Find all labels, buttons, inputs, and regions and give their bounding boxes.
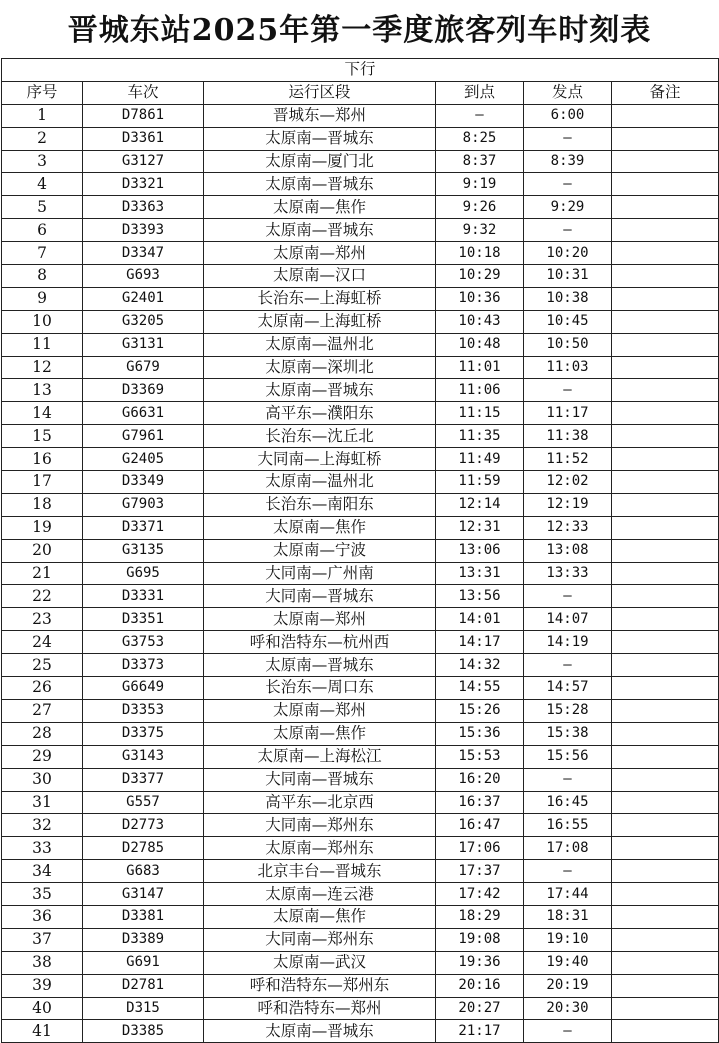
seq-cell: 34 (2, 860, 83, 883)
route-cell: 太原南—上海虹桥 (204, 310, 436, 333)
route-cell: 高平东—北京西 (204, 791, 436, 814)
train-cell: G3205 (83, 310, 204, 333)
arrive-cell: 14:01 (436, 608, 524, 631)
column-header-train: 车次 (83, 81, 204, 104)
depart-cell: 9:29 (524, 196, 612, 219)
seq-cell: 10 (2, 310, 83, 333)
note-cell (612, 951, 719, 974)
note-cell (612, 104, 719, 127)
table-row (2, 219, 719, 242)
depart-cell: 14:57 (524, 677, 612, 700)
seq-cell: 21 (2, 562, 83, 585)
train-cell: D3351 (83, 608, 204, 631)
depart-cell: — (524, 127, 612, 150)
route-cell: 太原南—郑州东 (204, 837, 436, 860)
arrive-cell: 8:37 (436, 150, 524, 173)
note-cell (612, 1020, 719, 1043)
train-cell: D3347 (83, 242, 204, 265)
arrive-cell: 13:06 (436, 539, 524, 562)
route-cell: 太原南—焦作 (204, 905, 436, 928)
depart-cell: 11:38 (524, 425, 612, 448)
note-cell (612, 905, 719, 928)
table-row (2, 265, 719, 288)
arrive-cell: 12:31 (436, 516, 524, 539)
table-row (2, 493, 719, 516)
table-row (2, 608, 719, 631)
page-title: 晋城东站2025年第一季度旅客列车时刻表 (67, 13, 652, 48)
table-row (2, 654, 719, 677)
depart-cell: 13:33 (524, 562, 612, 585)
train-cell: G3135 (83, 539, 204, 562)
note-cell (612, 310, 719, 333)
seq-cell: 38 (2, 951, 83, 974)
train-cell: G693 (83, 265, 204, 288)
train-cell: G7961 (83, 425, 204, 448)
seq-cell: 27 (2, 699, 83, 722)
seq-cell: 28 (2, 722, 83, 745)
table-row (2, 356, 719, 379)
arrive-cell: 10:36 (436, 287, 524, 310)
seq-cell: 39 (2, 974, 83, 997)
note-cell (612, 219, 719, 242)
route-cell: 太原南—焦作 (204, 196, 436, 219)
table-row (2, 791, 719, 814)
seq-cell: 5 (2, 196, 83, 219)
train-cell: G3127 (83, 150, 204, 173)
timetable (1, 58, 719, 1043)
note-cell (612, 493, 719, 516)
route-cell: 呼和浩特东—郑州 (204, 997, 436, 1020)
column-header-arrive: 到点 (436, 81, 524, 104)
table-row (2, 837, 719, 860)
seq-cell: 12 (2, 356, 83, 379)
depart-cell: — (524, 768, 612, 791)
train-cell: D3381 (83, 905, 204, 928)
depart-cell: — (524, 173, 612, 196)
table-row (2, 425, 719, 448)
table-row (2, 379, 719, 402)
depart-cell: 13:08 (524, 539, 612, 562)
route-cell: 太原南—汉口 (204, 265, 436, 288)
note-cell (612, 745, 719, 768)
table-row (2, 951, 719, 974)
route-cell: 太原南—晋城东 (204, 173, 436, 196)
depart-cell: 20:30 (524, 997, 612, 1020)
depart-cell: 14:07 (524, 608, 612, 631)
arrive-cell: — (436, 104, 524, 127)
route-cell: 大同南—郑州东 (204, 928, 436, 951)
arrive-cell: 15:36 (436, 722, 524, 745)
depart-cell: 18:31 (524, 905, 612, 928)
route-cell: 太原南—晋城东 (204, 654, 436, 677)
note-cell (612, 173, 719, 196)
route-cell: 呼和浩特东—杭州西 (204, 631, 436, 654)
depart-cell: — (524, 379, 612, 402)
depart-cell: — (524, 585, 612, 608)
table-row (2, 242, 719, 265)
note-cell (612, 860, 719, 883)
train-cell: D3363 (83, 196, 204, 219)
note-cell (612, 471, 719, 494)
column-header-route: 运行区段 (204, 81, 436, 104)
route-cell: 太原南—武汉 (204, 951, 436, 974)
seq-cell: 25 (2, 654, 83, 677)
route-cell: 太原南—郑州 (204, 242, 436, 265)
train-cell: D3361 (83, 127, 204, 150)
arrive-cell: 21:17 (436, 1020, 524, 1043)
note-cell (612, 974, 719, 997)
table-row (2, 539, 719, 562)
arrive-cell: 19:36 (436, 951, 524, 974)
depart-cell: 16:55 (524, 814, 612, 837)
seq-cell: 20 (2, 539, 83, 562)
depart-cell: 10:31 (524, 265, 612, 288)
route-cell: 太原南—郑州 (204, 608, 436, 631)
route-cell: 太原南—焦作 (204, 722, 436, 745)
column-header-seq: 序号 (2, 81, 83, 104)
arrive-cell: 13:31 (436, 562, 524, 585)
train-cell: D3331 (83, 585, 204, 608)
depart-cell: — (524, 860, 612, 883)
train-cell: G7903 (83, 493, 204, 516)
note-cell (612, 448, 719, 471)
table-row (2, 814, 719, 837)
depart-cell: 16:45 (524, 791, 612, 814)
note-cell (612, 928, 719, 951)
arrive-cell: 17:42 (436, 883, 524, 906)
table-row (2, 631, 719, 654)
route-cell: 太原南—温州北 (204, 471, 436, 494)
route-cell: 太原南—上海松江 (204, 745, 436, 768)
train-cell: D3377 (83, 768, 204, 791)
train-cell: D3353 (83, 699, 204, 722)
note-cell (612, 196, 719, 219)
depart-cell: 11:03 (524, 356, 612, 379)
train-cell: D315 (83, 997, 204, 1020)
route-cell: 太原南—郑州 (204, 699, 436, 722)
table-row (2, 402, 719, 425)
note-cell (612, 402, 719, 425)
table-row (2, 974, 719, 997)
column-header-note: 备注 (612, 81, 719, 104)
route-cell: 长治东—周口东 (204, 677, 436, 700)
timetable-body (2, 104, 719, 1043)
seq-cell: 16 (2, 448, 83, 471)
arrive-cell: 15:53 (436, 745, 524, 768)
depart-cell: 10:20 (524, 242, 612, 265)
table-row (2, 448, 719, 471)
arrive-cell: 19:08 (436, 928, 524, 951)
route-cell: 北京丰台—晋城东 (204, 860, 436, 883)
note-cell (612, 677, 719, 700)
seq-cell: 8 (2, 265, 83, 288)
arrive-cell: 11:06 (436, 379, 524, 402)
table-row (2, 196, 719, 219)
depart-cell: 6:00 (524, 104, 612, 127)
train-cell: D7861 (83, 104, 204, 127)
table-row (2, 310, 719, 333)
table-row (2, 333, 719, 356)
arrive-cell: 11:59 (436, 471, 524, 494)
table-row (2, 997, 719, 1020)
route-cell: 太原南—晋城东 (204, 379, 436, 402)
seq-cell: 4 (2, 173, 83, 196)
note-cell (612, 516, 719, 539)
depart-cell: 10:45 (524, 310, 612, 333)
note-cell (612, 631, 719, 654)
train-cell: G3147 (83, 883, 204, 906)
note-cell (612, 265, 719, 288)
seq-cell: 3 (2, 150, 83, 173)
arrive-cell: 13:56 (436, 585, 524, 608)
route-cell: 大同南—广州南 (204, 562, 436, 585)
note-cell (612, 791, 719, 814)
arrive-cell: 10:29 (436, 265, 524, 288)
train-cell: G3143 (83, 745, 204, 768)
table-row (2, 928, 719, 951)
depart-cell: — (524, 219, 612, 242)
seq-cell: 32 (2, 814, 83, 837)
depart-cell: 10:38 (524, 287, 612, 310)
train-cell: D3375 (83, 722, 204, 745)
route-cell: 太原南—晋城东 (204, 1020, 436, 1043)
table-row (2, 745, 719, 768)
train-cell: G679 (83, 356, 204, 379)
route-cell: 太原南—宁波 (204, 539, 436, 562)
table-row (2, 287, 719, 310)
seq-cell: 37 (2, 928, 83, 951)
table-row (2, 104, 719, 127)
route-cell: 太原南—晋城东 (204, 127, 436, 150)
depart-cell: 15:56 (524, 745, 612, 768)
seq-cell: 11 (2, 333, 83, 356)
depart-cell: 17:08 (524, 837, 612, 860)
note-cell (612, 608, 719, 631)
note-cell (612, 242, 719, 265)
route-cell: 太原南—晋城东 (204, 219, 436, 242)
train-cell: G683 (83, 860, 204, 883)
arrive-cell: 10:43 (436, 310, 524, 333)
seq-cell: 23 (2, 608, 83, 631)
note-cell (612, 585, 719, 608)
depart-cell: 12:33 (524, 516, 612, 539)
route-cell: 太原南—温州北 (204, 333, 436, 356)
note-cell (612, 356, 719, 379)
seq-cell: 15 (2, 425, 83, 448)
depart-cell: 11:17 (524, 402, 612, 425)
table-row (2, 699, 719, 722)
note-cell (612, 699, 719, 722)
arrive-cell: 10:18 (436, 242, 524, 265)
train-cell: D3393 (83, 219, 204, 242)
route-cell: 大同南—上海虹桥 (204, 448, 436, 471)
arrive-cell: 9:32 (436, 219, 524, 242)
arrive-cell: 20:27 (436, 997, 524, 1020)
seq-cell: 29 (2, 745, 83, 768)
train-cell: G691 (83, 951, 204, 974)
seq-cell: 24 (2, 631, 83, 654)
depart-cell: 10:50 (524, 333, 612, 356)
depart-cell: 19:40 (524, 951, 612, 974)
arrive-cell: 18:29 (436, 905, 524, 928)
train-cell: G557 (83, 791, 204, 814)
seq-cell: 31 (2, 791, 83, 814)
seq-cell: 1 (2, 104, 83, 127)
note-cell (612, 562, 719, 585)
arrive-cell: 20:16 (436, 974, 524, 997)
route-cell: 太原南—深圳北 (204, 356, 436, 379)
depart-cell: 15:28 (524, 699, 612, 722)
seq-cell: 36 (2, 905, 83, 928)
depart-cell: 12:19 (524, 493, 612, 516)
note-cell (612, 127, 719, 150)
table-row (2, 677, 719, 700)
arrive-cell: 17:37 (436, 860, 524, 883)
seq-cell: 22 (2, 585, 83, 608)
arrive-cell: 16:20 (436, 768, 524, 791)
seq-cell: 9 (2, 287, 83, 310)
note-cell (612, 333, 719, 356)
depart-cell: 12:02 (524, 471, 612, 494)
table-row (2, 173, 719, 196)
depart-cell: — (524, 1020, 612, 1043)
depart-cell: 15:38 (524, 722, 612, 745)
train-cell: D2781 (83, 974, 204, 997)
arrive-cell: 11:49 (436, 448, 524, 471)
depart-cell: — (524, 654, 612, 677)
route-cell: 太原南—焦作 (204, 516, 436, 539)
seq-cell: 7 (2, 242, 83, 265)
route-cell: 大同南—晋城东 (204, 768, 436, 791)
table-row (2, 1020, 719, 1043)
table-row (2, 905, 719, 928)
table-row (2, 883, 719, 906)
seq-cell: 26 (2, 677, 83, 700)
arrive-cell: 15:26 (436, 699, 524, 722)
note-cell (612, 654, 719, 677)
seq-cell: 6 (2, 219, 83, 242)
arrive-cell: 9:26 (436, 196, 524, 219)
train-cell: D3389 (83, 928, 204, 951)
train-cell: G2405 (83, 448, 204, 471)
note-cell (612, 814, 719, 837)
train-cell: G3131 (83, 333, 204, 356)
table-row (2, 127, 719, 150)
seq-cell: 33 (2, 837, 83, 860)
depart-cell: 17:44 (524, 883, 612, 906)
seq-cell: 14 (2, 402, 83, 425)
arrive-cell: 9:19 (436, 173, 524, 196)
depart-cell: 14:19 (524, 631, 612, 654)
note-cell (612, 768, 719, 791)
arrive-cell: 14:32 (436, 654, 524, 677)
note-cell (612, 425, 719, 448)
note-cell (612, 287, 719, 310)
table-row (2, 860, 719, 883)
note-cell (612, 539, 719, 562)
table-row (2, 722, 719, 745)
route-cell: 大同南—郑州东 (204, 814, 436, 837)
route-cell: 晋城东—郑州 (204, 104, 436, 127)
seq-cell: 40 (2, 997, 83, 1020)
route-cell: 高平东—濮阳东 (204, 402, 436, 425)
train-cell: D3371 (83, 516, 204, 539)
depart-cell: 11:52 (524, 448, 612, 471)
table-row (2, 150, 719, 173)
note-cell (612, 722, 719, 745)
route-cell: 太原南—连云港 (204, 883, 436, 906)
route-cell: 长治东—上海虹桥 (204, 287, 436, 310)
train-cell: G6631 (83, 402, 204, 425)
column-header-row (2, 81, 719, 104)
note-cell (612, 379, 719, 402)
arrive-cell: 14:17 (436, 631, 524, 654)
column-header-depart: 发点 (524, 81, 612, 104)
train-cell: D3373 (83, 654, 204, 677)
arrive-cell: 17:06 (436, 837, 524, 860)
seq-cell: 30 (2, 768, 83, 791)
depart-cell: 8:39 (524, 150, 612, 173)
train-cell: D2785 (83, 837, 204, 860)
seq-cell: 13 (2, 379, 83, 402)
arrive-cell: 14:55 (436, 677, 524, 700)
table-row (2, 516, 719, 539)
arrive-cell: 11:01 (436, 356, 524, 379)
route-cell: 太原南—厦门北 (204, 150, 436, 173)
table-row (2, 585, 719, 608)
note-cell (612, 997, 719, 1020)
seq-cell: 19 (2, 516, 83, 539)
train-cell: D2773 (83, 814, 204, 837)
section-label: 下行 (2, 59, 719, 82)
seq-cell: 41 (2, 1020, 83, 1043)
section-header-row (2, 59, 719, 82)
depart-cell: 19:10 (524, 928, 612, 951)
arrive-cell: 16:47 (436, 814, 524, 837)
train-cell: G3753 (83, 631, 204, 654)
seq-cell: 18 (2, 493, 83, 516)
arrive-cell: 11:35 (436, 425, 524, 448)
train-cell: D3349 (83, 471, 204, 494)
seq-cell: 2 (2, 127, 83, 150)
train-cell: G695 (83, 562, 204, 585)
route-cell: 长治东—沈丘北 (204, 425, 436, 448)
arrive-cell: 11:15 (436, 402, 524, 425)
route-cell: 长治东—南阳东 (204, 493, 436, 516)
train-cell: G6649 (83, 677, 204, 700)
arrive-cell: 10:48 (436, 333, 524, 356)
arrive-cell: 8:25 (436, 127, 524, 150)
table-row (2, 562, 719, 585)
route-cell: 大同南—晋城东 (204, 585, 436, 608)
train-cell: D3369 (83, 379, 204, 402)
seq-cell: 17 (2, 471, 83, 494)
note-cell (612, 150, 719, 173)
arrive-cell: 12:14 (436, 493, 524, 516)
table-row (2, 768, 719, 791)
note-cell (612, 837, 719, 860)
route-cell: 呼和浩特东—郑州东 (204, 974, 436, 997)
train-cell: G2401 (83, 287, 204, 310)
train-cell: D3321 (83, 173, 204, 196)
note-cell (612, 883, 719, 906)
table-row (2, 471, 719, 494)
seq-cell: 35 (2, 883, 83, 906)
depart-cell: 20:19 (524, 974, 612, 997)
train-cell: D3385 (83, 1020, 204, 1043)
arrive-cell: 16:37 (436, 791, 524, 814)
